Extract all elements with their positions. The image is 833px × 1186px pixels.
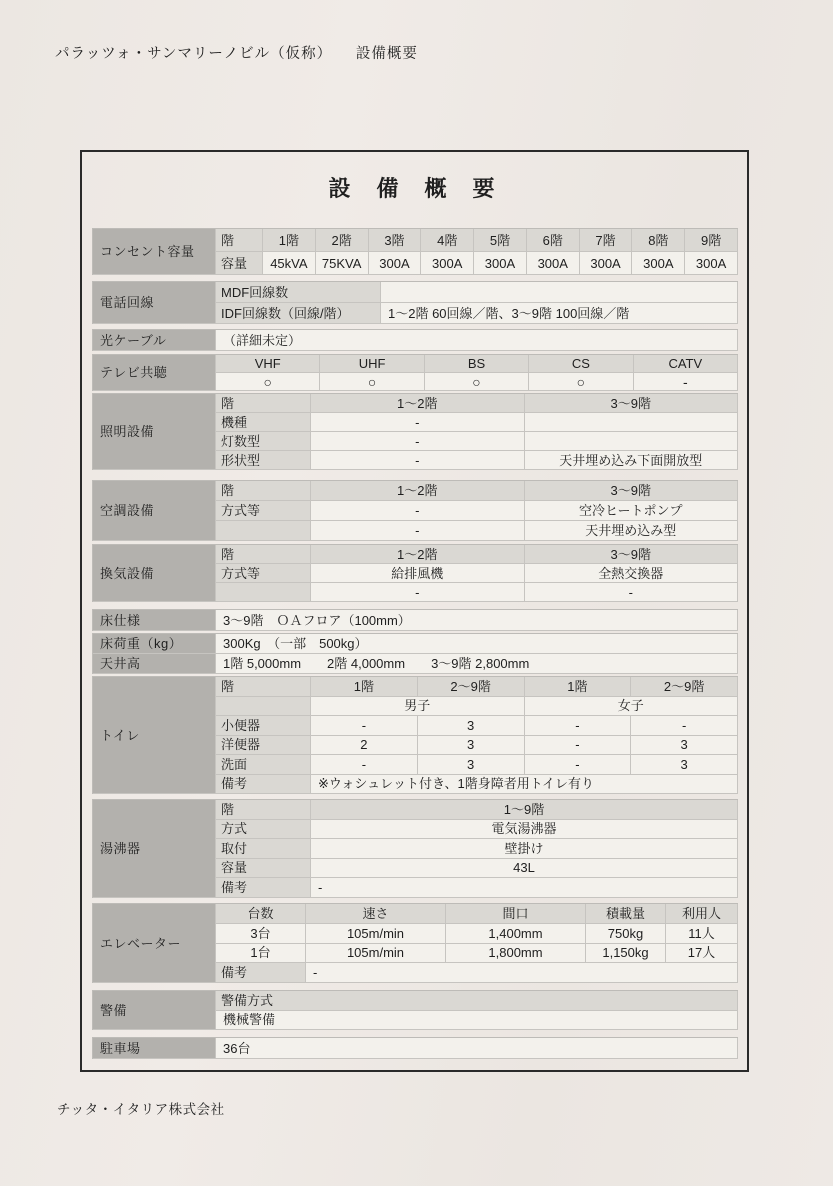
col-header: 1～2階 (311, 394, 525, 413)
sub-label: 方式等 (216, 564, 311, 583)
cell: - (634, 373, 738, 391)
cell: - (525, 736, 632, 756)
col-header: 3～9階 (525, 481, 739, 501)
row-label: テレビ共聴 (93, 355, 216, 391)
sub-label (216, 521, 311, 541)
cell: 1階 5,000mm 2階 4,000mm 3～9階 2,800mm (216, 654, 738, 674)
table-elevator (92, 903, 738, 983)
cell: 1～9階 (311, 800, 738, 820)
cell: 3 (418, 736, 525, 756)
cell: 3 (631, 736, 738, 756)
table-fiber (92, 329, 738, 351)
cell (525, 413, 739, 432)
cell: 壁掛け (311, 839, 738, 859)
sub-label: 容量 (216, 252, 263, 275)
cell: 天井埋め込み型 (525, 521, 739, 541)
cell: （詳細未定） (216, 330, 738, 351)
cell: 全熱交換器 (525, 564, 739, 583)
col-header: 間口 (446, 904, 586, 924)
cell: 43L (311, 859, 738, 879)
sub-label: 備考 (216, 963, 306, 983)
row-label: 光ケーブル (93, 330, 216, 351)
cell: 2 (311, 736, 418, 756)
col-header: 6階 (527, 229, 580, 252)
sub-label: 形状型 (216, 451, 311, 470)
cell: 3 (631, 755, 738, 775)
gender-header: 男子 (311, 697, 525, 717)
sub-label (216, 583, 311, 602)
row-label: 空調設備 (93, 481, 216, 541)
cell: 11人 (666, 924, 738, 944)
gender-header: 女子 (525, 697, 739, 717)
row-label: 駐車場 (93, 1038, 216, 1059)
cell: 1～2階 60回線／階、3～9階 100回線／階 (381, 303, 738, 324)
sub-label: 階 (216, 545, 311, 564)
col-header: 台数 (216, 904, 306, 924)
sub-label (216, 697, 311, 717)
cell: 3～9階 ＯＡフロア（100mm） (216, 610, 738, 631)
col-header: 2～9階 (631, 677, 738, 697)
table-parking (92, 1037, 738, 1059)
col-header: 利用人 (666, 904, 738, 924)
sub-label: 階 (216, 800, 311, 820)
sub-label: 階 (216, 481, 311, 501)
col-header: 2階 (316, 229, 369, 252)
col-header: 3～9階 (525, 545, 739, 564)
cell: 105m/min (306, 924, 446, 944)
cell: 1,400mm (446, 924, 586, 944)
cell: 750kg (586, 924, 666, 944)
cell: 1,800mm (446, 944, 586, 964)
table-floor-load-ceiling (92, 633, 738, 674)
sub-label: MDF回線数 (216, 282, 381, 303)
sub-label: 灯数型 (216, 432, 311, 451)
cell: 300A (474, 252, 527, 275)
sub-label: 取付 (216, 839, 311, 859)
table-phone-lines (92, 281, 738, 324)
row-label: 警備 (93, 991, 216, 1030)
note-cell: - (306, 963, 738, 983)
cell: 300A (527, 252, 580, 275)
sub-label: 階 (216, 394, 311, 413)
sub-label: 機種 (216, 413, 311, 432)
table-floor-spec (92, 609, 738, 631)
cell: 300A (580, 252, 633, 275)
sub-label: 容量 (216, 859, 311, 879)
cell: 1台 (216, 944, 306, 964)
circle-mark: ○ (216, 373, 320, 391)
cell: 電気湯沸器 (311, 820, 738, 840)
cell: 3 (418, 716, 525, 736)
cell: 給排風機 (311, 564, 525, 583)
row-label: 床荷重（kg） (93, 634, 216, 654)
col-header: CATV (634, 355, 738, 373)
col-header: 1階 (525, 677, 632, 697)
table-security (92, 990, 738, 1030)
cell (381, 282, 738, 303)
cell: 17人 (666, 944, 738, 964)
cell: 300Kg （一部 500kg） (216, 634, 738, 654)
col-header: 8階 (632, 229, 685, 252)
cell: 36台 (216, 1038, 738, 1059)
table-water-heater (92, 799, 738, 898)
table-tv (92, 354, 738, 391)
sub-label: 備考 (216, 775, 311, 795)
cell: 3台 (216, 924, 306, 944)
cell: - (311, 413, 525, 432)
row-label: コンセント容量 (93, 229, 216, 275)
circle-mark: ○ (320, 373, 424, 391)
cell: 45kVA (263, 252, 316, 275)
cell: - (311, 878, 738, 898)
sub-label: 方式等 (216, 501, 311, 521)
col-header: 積載量 (586, 904, 666, 924)
sub-label: 備考 (216, 878, 311, 898)
document-header: パラッツォ・サンマリーノビル（仮称） 設備概要 (55, 46, 418, 62)
row-label: 天井高 (93, 654, 216, 674)
col-header: 1～2階 (311, 545, 525, 564)
cell (525, 432, 739, 451)
col-header: CS (529, 355, 633, 373)
page-title: 設 備 概 要 (328, 176, 497, 201)
note-cell: ※ウォシュレット付き、1階身障者用トイレ有り (311, 775, 738, 795)
cell: 105m/min (306, 944, 446, 964)
cell: 天井埋め込み下面開放型 (525, 451, 739, 470)
row-label: 湯沸器 (93, 800, 216, 898)
table-outlet-capacity (92, 228, 738, 275)
cell: 3 (418, 755, 525, 775)
col-header: 5階 (474, 229, 527, 252)
col-header: 4階 (421, 229, 474, 252)
sub-label: 小便器 (216, 716, 311, 736)
cell: - (311, 451, 525, 470)
cell: - (311, 432, 525, 451)
cell: - (631, 716, 738, 736)
col-header: UHF (320, 355, 424, 373)
col-header: VHF (216, 355, 320, 373)
sub-label: 洋便器 (216, 736, 311, 756)
table-hvac (92, 480, 738, 541)
row-label: トイレ (93, 677, 216, 794)
cell: - (311, 716, 418, 736)
cell: 空冷ヒートポンプ (525, 501, 739, 521)
cell: 300A (685, 252, 738, 275)
cell: 300A (369, 252, 422, 275)
cell: 1,150kg (586, 944, 666, 964)
cell: - (311, 501, 525, 521)
row-label: 床仕様 (93, 610, 216, 631)
sub-label: 階 (216, 677, 311, 697)
cell: 75KVA (316, 252, 369, 275)
cell: - (525, 716, 632, 736)
col-header: BS (425, 355, 529, 373)
col-header: 速さ (306, 904, 446, 924)
company-name: チッタ・イタリア株式会社 (57, 1102, 225, 1117)
cell: - (525, 755, 632, 775)
circle-mark: ○ (425, 373, 529, 391)
col-header: 1階 (311, 677, 418, 697)
table-ventilation (92, 544, 738, 602)
col-header: 2～9階 (418, 677, 525, 697)
cell: 機械警備 (216, 1011, 738, 1031)
sub-label: 方式 (216, 820, 311, 840)
cell: - (311, 755, 418, 775)
col-header: 3～9階 (525, 394, 739, 413)
cell: - (311, 521, 525, 541)
col-header: 9階 (685, 229, 738, 252)
sub-label: 洗面 (216, 755, 311, 775)
table-lighting (92, 393, 738, 470)
col-header: 1階 (263, 229, 316, 252)
table-toilet (92, 676, 738, 794)
row-label: 電話回線 (93, 282, 216, 324)
circle-mark: ○ (529, 373, 633, 391)
cell: 300A (421, 252, 474, 275)
col-header: 7階 (580, 229, 633, 252)
col-header: 1～2階 (311, 481, 525, 501)
row-label: 照明設備 (93, 394, 216, 470)
cell: 300A (632, 252, 685, 275)
row-label: エレベーター (93, 904, 216, 983)
row-label: 換気設備 (93, 545, 216, 602)
cell: 警備方式 (216, 991, 738, 1011)
sub-label: IDF回線数（回線/階） (216, 303, 381, 324)
sub-label: 階 (216, 229, 263, 252)
cell: - (525, 583, 739, 602)
cell: - (311, 583, 525, 602)
col-header: 3階 (369, 229, 422, 252)
